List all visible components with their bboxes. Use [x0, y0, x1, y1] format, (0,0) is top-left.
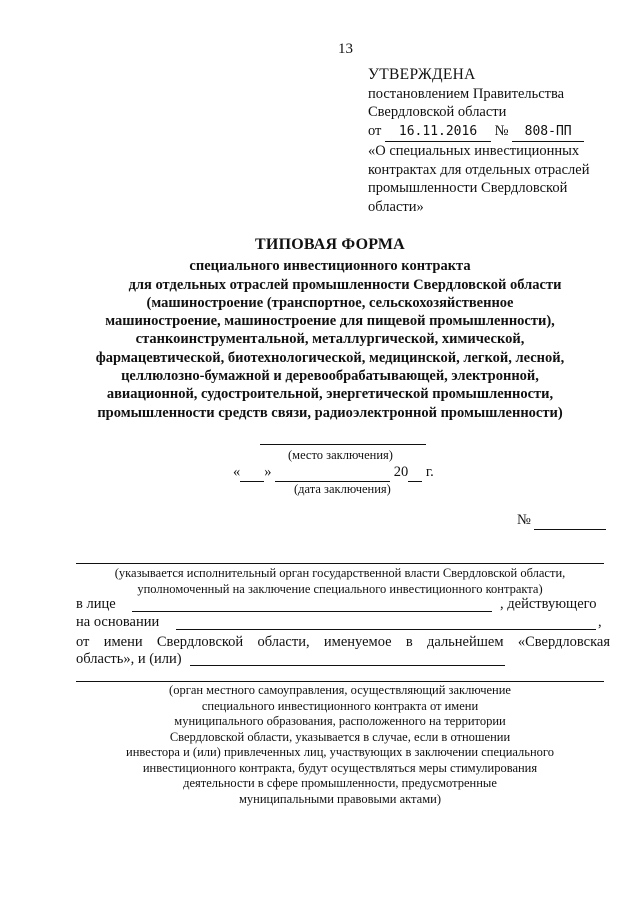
approval-block	[368, 66, 589, 216]
place-field-line	[260, 444, 426, 445]
approval-ref-line-4: области»	[368, 198, 424, 215]
in-person-label: в лице	[76, 596, 116, 612]
page-number: 13	[338, 41, 353, 57]
heading-line-6: фармацевтической, биотехнологической, медицинской, легкой, лесной,	[95, 349, 565, 366]
acting-label: , действующего	[500, 596, 597, 612]
approval-ref-line-3: промышленности Свердловской	[368, 180, 568, 196]
approval-line-2: Свердловской области	[368, 104, 507, 120]
year-blank	[408, 464, 422, 482]
year-suffix: г.	[425, 464, 434, 480]
quote-open: «	[233, 464, 241, 480]
month-blank	[275, 464, 390, 482]
approval-line-1: постановлением Правительства	[368, 85, 565, 102]
heading-line-8: авиационной, судостроительной, энергетической промышленности,	[106, 386, 554, 403]
number-blank	[534, 512, 606, 530]
approval-ref-line-1: «О специальных инвестиционных	[368, 143, 580, 159]
in-person-field-line	[132, 611, 492, 612]
municipal-note-line-3: муниципального образования, расположенного на территории	[174, 714, 506, 728]
quote-close: »	[264, 464, 272, 480]
number-sign: №	[517, 512, 531, 528]
approval-title: УТВЕРЖДЕНА	[368, 66, 476, 83]
approval-date: 16.11.2016	[385, 123, 491, 143]
form-heading	[60, 236, 600, 422]
basis-label: на основании	[76, 614, 160, 630]
heading-line-7: целлюлозно-бумажной и деревообрабатывающей, электронной,	[121, 368, 539, 385]
authority-note	[60, 566, 620, 597]
heading-line-9: промышленности средств связи, радиоэлектронной промышленности)	[97, 404, 563, 421]
heading-line-4: машиностроение, машиностроение для пищевой промышленности),	[105, 313, 555, 330]
municipal-note-line-4: Свердловской области, указывается в случае, если в отношении	[169, 729, 511, 744]
municipal-note	[60, 683, 620, 807]
municipal-note-line-7: деятельности в сфере промышленности, предусмотренные	[183, 776, 497, 790]
heading-line-5: станкоинструментальной, металлургической, химической,	[135, 331, 525, 348]
number-field	[517, 512, 606, 530]
municipal-note-line-6: инвестиционного контракта, будут осуществляться меры стимулирования	[142, 760, 538, 775]
date-prefix: от	[368, 122, 382, 139]
approval-ref-line-2: контрактах для отдельных отраслей	[368, 161, 590, 178]
region-and-or: область», и (или)	[76, 651, 182, 667]
date-field	[233, 464, 434, 482]
heading-line-2: для отдельных отраслей промышленности Свердловской области	[128, 276, 562, 293]
municipal-note-line-2: специального инвестиционного контракта от имени	[201, 698, 479, 713]
basis-end: ,	[598, 614, 602, 630]
heading-line-1: специального инвестиционного контракта	[189, 258, 471, 275]
approval-date-line	[368, 122, 589, 143]
on-behalf-line: от имени Свердловской области, именуемое в дальнейшем «Свердловская	[76, 634, 610, 650]
place-caption: (место заключения)	[288, 448, 393, 462]
authority-note-line-1: (указывается исполнительный орган государственной власти Свердловской области,	[114, 566, 566, 580]
year-prefix: 20	[393, 464, 409, 480]
municipal-note-line-5: инвестора и (или) привлеченных лиц, участвующих в заключении специального	[126, 745, 554, 759]
number-prefix: №	[494, 122, 509, 139]
basis-field-line	[176, 629, 596, 630]
authority-field-line	[76, 563, 604, 564]
day-blank	[240, 464, 264, 482]
municipal-field-line	[76, 681, 604, 682]
heading-line-3: (машиностроение (транспортное, сельскохозяйственное	[146, 294, 514, 311]
form-title: ТИПОВАЯ ФОРМА	[255, 236, 405, 253]
authority-note-line-2: уполномоченный на заключение специального инвестиционного контракта)	[137, 581, 543, 596]
municipal-note-line-8: муниципальными правовыми актами)	[239, 791, 441, 806]
municipal-note-line-1: (орган местного самоуправления, осуществляющий заключение	[169, 683, 511, 697]
date-caption: (дата заключения)	[294, 482, 391, 496]
approval-number: 808-ПП	[512, 123, 584, 143]
and-or-field-line	[190, 665, 505, 666]
